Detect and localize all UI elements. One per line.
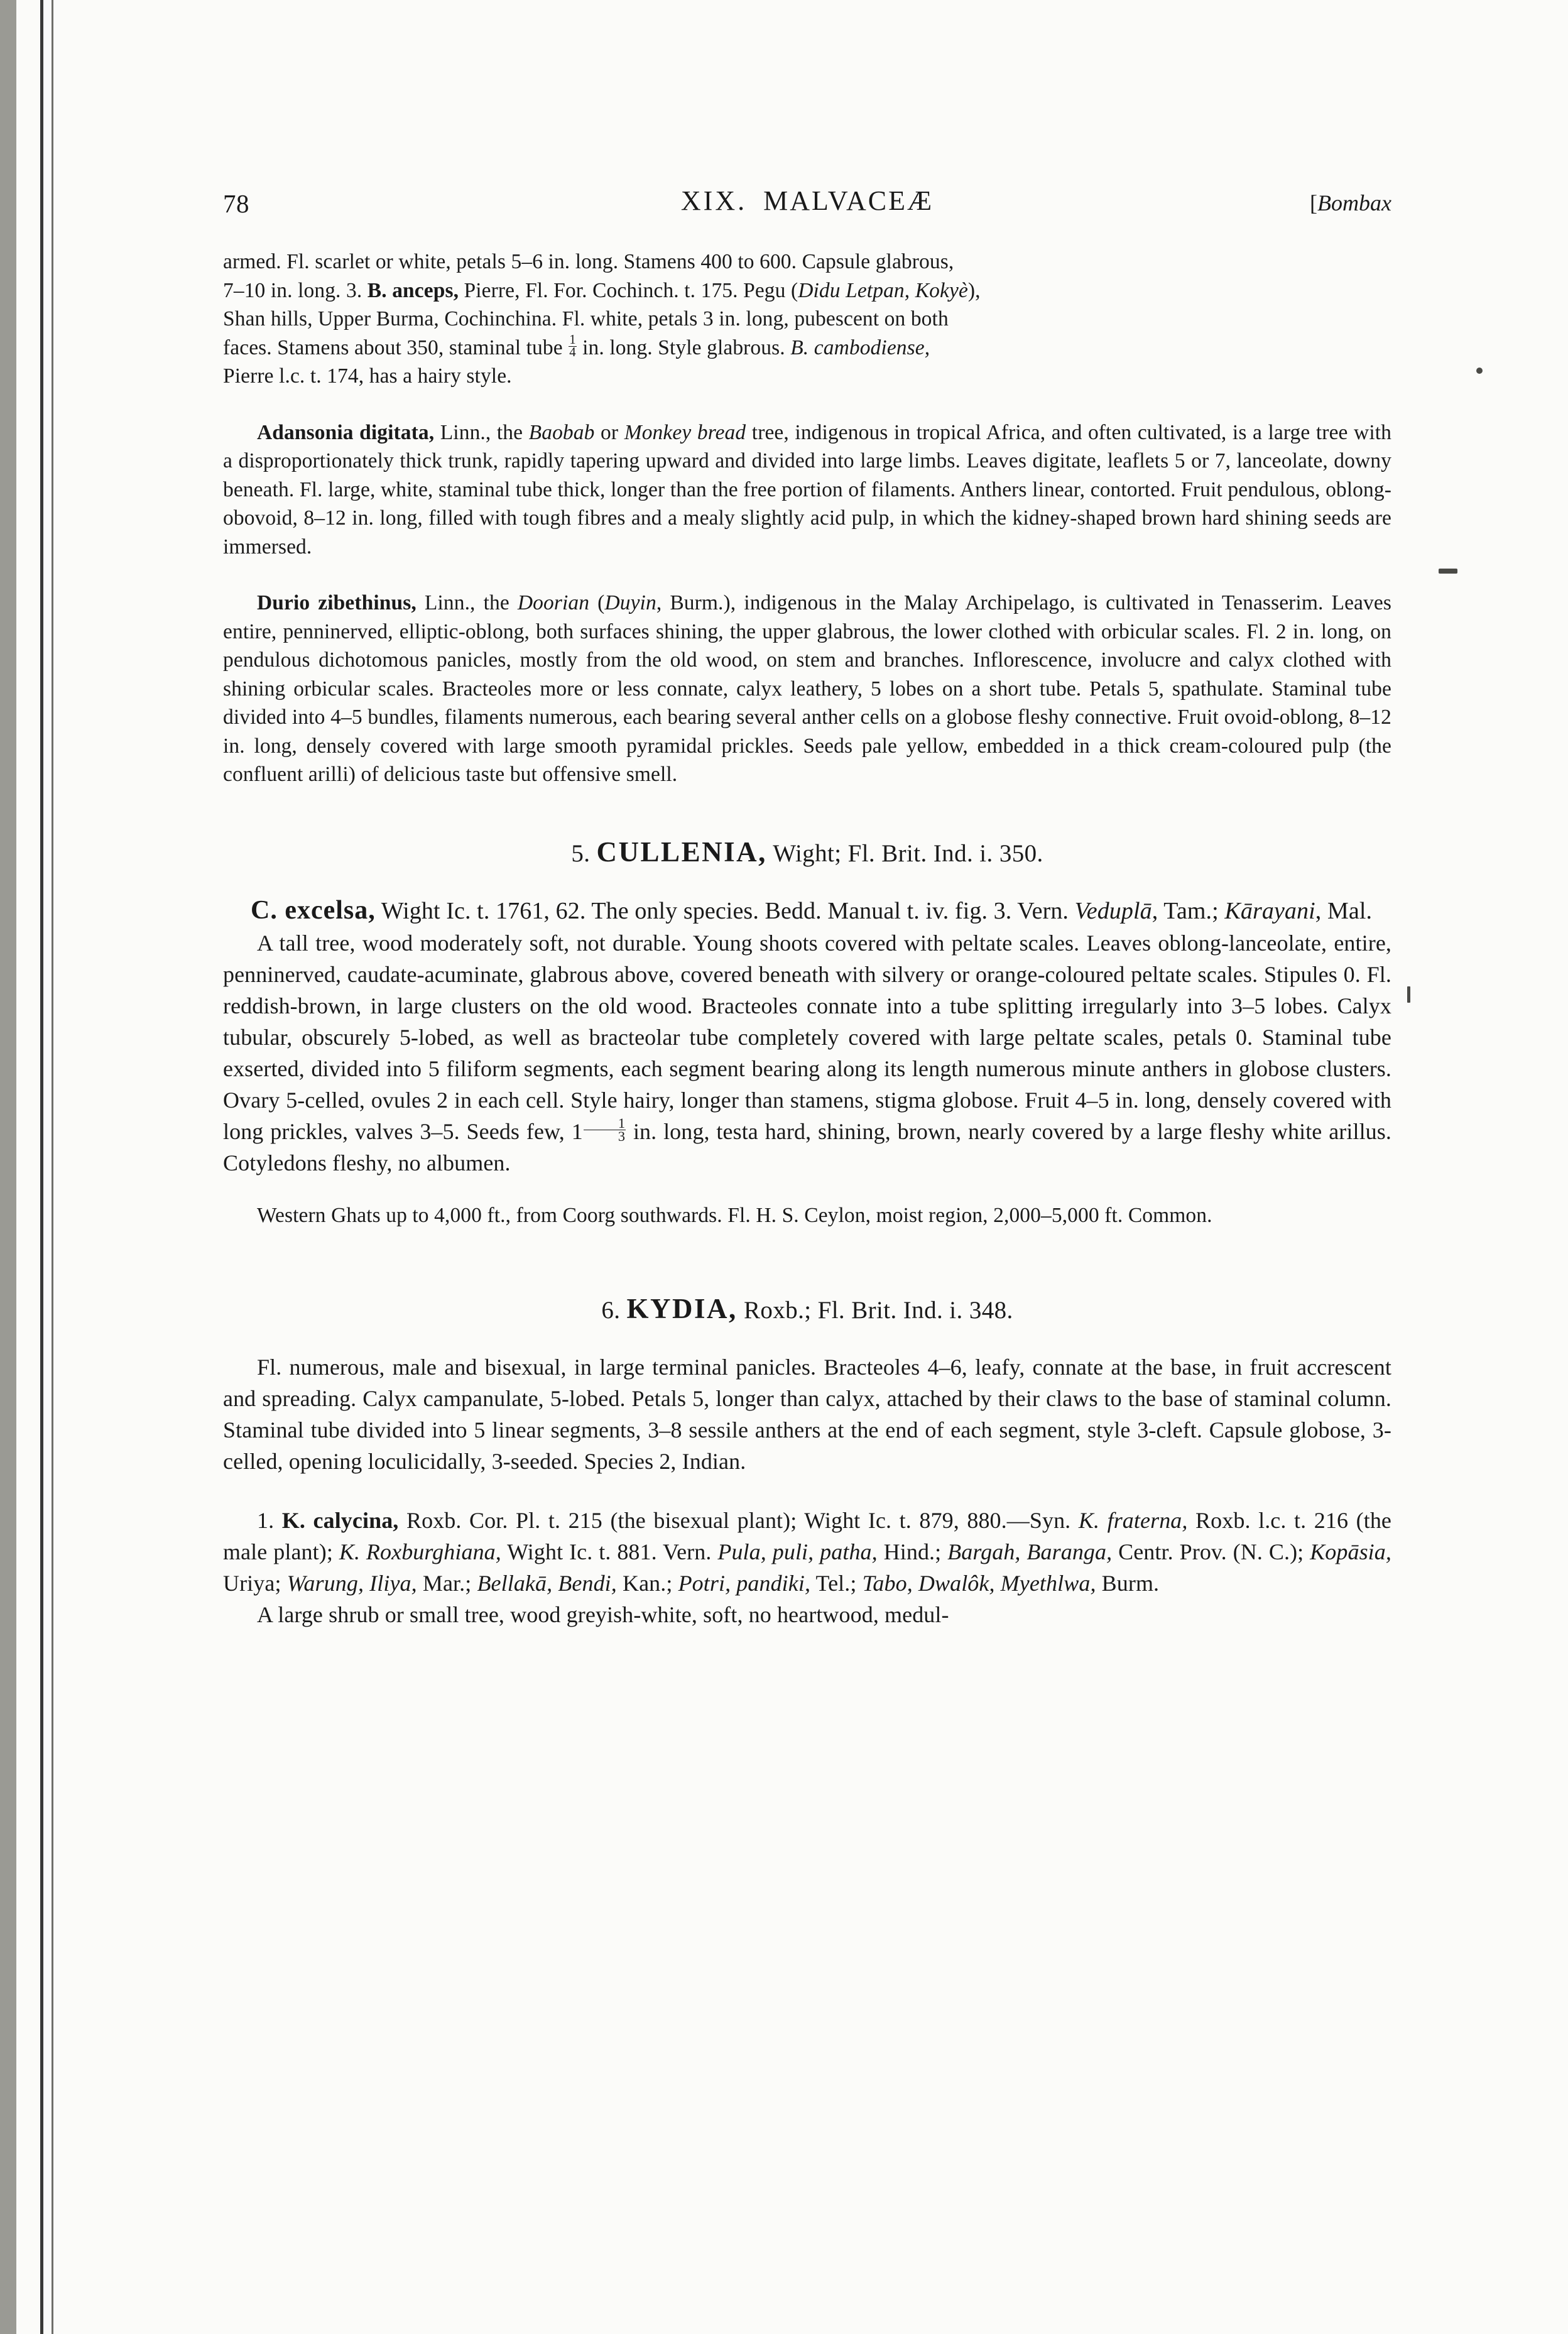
fraction-one-third bbox=[584, 1117, 626, 1143]
kydia-text-4: Hind.; bbox=[877, 1539, 948, 1564]
bombax-continued-paragraph bbox=[223, 248, 1391, 391]
bombax-line-4-pre: faces. Stamens about 350, staminal tube bbox=[223, 335, 569, 359]
bombax-line-1: armed. Fl. scarlet or white, petals 5–6 in. long. Stamens 400 to 600. Capsule glabrous, bbox=[223, 250, 954, 273]
adansonia-text-1: Linn., the bbox=[434, 420, 529, 444]
running-head-family: MALVACEÆ bbox=[763, 185, 934, 216]
kydia-text-3: Wight Ic. t. 881. Vern. bbox=[501, 1539, 718, 1564]
scan-speck bbox=[1476, 368, 1483, 374]
kydia-vernacular-hindi: Pula, puli, patha, bbox=[717, 1539, 878, 1564]
kydia-vernacular-cp: Bargah, Baranga, bbox=[947, 1539, 1113, 1564]
page-border-line-inner bbox=[52, 0, 53, 2334]
page-border-line-outer bbox=[40, 0, 43, 2334]
durio-description: , Burm.), indigenous in the Malay Archipelago, is cultivated in Tenasserim. Leaves entire, penninerved, elliptic-oblong, both surfaces shining, the upper glabrous, the lower clothed with orbicular scales. Fl. 2 in. long, on pendulous dichotomous panicles, mostly from the old wood, on stem and branches. Inflorescence, involucre and calyx clothed with shining orbicular scales. Bracteoles more or less connate, calyx leathery, 5 lobes on a short tube. Petals 5, spathulate. Staminal tube divided into 4–5 bundles, filaments numerous, each bearing several anther cells on a globose fleshy connective. Fruit ovoid-oblong, 8–12 in. long, densely covered with large smooth pyramidal prickles. Seeds pale yellow, embedded in a thick cream-coloured pulp (the confluent arilli) of delicious taste but offensive smell. bbox=[223, 591, 1391, 786]
cullenia-species-heading bbox=[223, 895, 1391, 927]
genus-name-kydia: KYDIA, bbox=[626, 1293, 738, 1324]
running-head-genus bbox=[1310, 190, 1391, 216]
durio-paragraph bbox=[223, 589, 1391, 789]
cullenia-vernacular-malayalam: Kārayani bbox=[1224, 897, 1315, 924]
kydia-text-5: Centr. Prov. (N. C.); bbox=[1112, 1539, 1310, 1564]
bombax-line-2-tail: ), bbox=[967, 278, 981, 302]
durio-common-name-1: Doorian bbox=[517, 591, 590, 614]
adansonia-description: tree, indigenous in tropical Africa, and often cultivated, is a large tree with a disproportionately thick trunk, rapidly tapering upward and divided into large limbs. Leaves digitate, leaflets 5 or 7, lanceolate, downy beneath. Fl. large, white, staminal tube thick, longer than the free portion of filaments. Anthers linear, contorted. Fruit pendulous, oblong-obovoid, 8–12 in. long, filled with tough fibres and a mealy slightly acid pulp, in which the kidney-shaped brown hard shining seeds are immersed. bbox=[223, 420, 1391, 559]
cullenia-vernacular-tamil-tail: , Tam.; bbox=[1152, 897, 1225, 924]
kydia-calycina-paragraph bbox=[223, 1505, 1391, 1599]
kydia-calycina-description-paragraph bbox=[223, 1599, 1391, 1630]
kydia-species-number: 1. bbox=[257, 1508, 275, 1533]
bombax-line-3: Shan hills, Upper Burma, Cochinchina. Fl. white, petals 3 in. long, pubescent on both bbox=[223, 307, 949, 330]
running-head-number: XIX. bbox=[680, 185, 748, 216]
genus-heading-kydia bbox=[223, 1292, 1391, 1325]
page-header bbox=[223, 182, 1391, 229]
adansonia-text-2: or bbox=[594, 420, 624, 444]
durio-text-1: Linn., the bbox=[416, 591, 518, 614]
kydia-synonym-2: K. Roxburghiana, bbox=[339, 1539, 501, 1564]
kydia-vernacular-telugu: Potri, pandiki, bbox=[678, 1571, 811, 1596]
scan-mark bbox=[1439, 569, 1457, 574]
kydia-description: Fl. numerous, male and bisexual, in large terminal panicles. Bracteoles 4–6, leafy, connate at the base, in fruit accrescent and spreading. Calyx campanulate, 5-lobed. Petals 5, longer than calyx, attached by their claws to the base of staminal column. Staminal tube divided into 5 linear segments, 3–8 sessile anthers at the end of each segment, style 3-cleft. Capsule globose, 3-celled, opening loculicidally, 3-seeded. Species 2, Indian. bbox=[223, 1355, 1391, 1474]
kydia-text-9: Tel.; bbox=[810, 1571, 863, 1596]
kydia-text-1: Roxb. Cor. Pl. t. 215 (the bisexual plant); Wight Ic. t. 879, 880.—Syn. bbox=[398, 1508, 1079, 1533]
cullenia-description: A tall tree, wood moderately soft, not durable. Young shoots covered with peltate scales. Leaves oblong-lanceolate, entire, penninerved, caudate-acuminate, glabrous above, covered beneath with silvery or orange-coloured peltate scales. Stipules 0. Fl. reddish-brown, in large clusters on the old wood. Bracteoles connate into a tube splitting irregularly into 3–5 lobes. Calyx tubular, obscurely 5-lobed, as well as bracteolar tube completely covered with large peltate scales, petals 0. Staminal tube exserted, divided into 5 filiform segments, each segment bearing along its length numerous minute anthers in globose clusters. Ovary 5-celled, ovules 2 in each cell. Style hairy, longer than stamens, stigma globose. Fruit 4–5 in. long, densely covered with long prickles, valves 3–5. Seeds few, 1 bbox=[223, 930, 1391, 1144]
cullenia-vernacular-tamil: Veduplā bbox=[1074, 897, 1152, 924]
scan-tick-2 bbox=[1407, 986, 1410, 1003]
genus-number-5: 5. bbox=[571, 839, 591, 867]
genus-name-cullenia: CULLENIA, bbox=[596, 836, 767, 868]
bombax-cambodiense-name: B. cambodiense, bbox=[790, 335, 930, 359]
kydia-vernacular-burmese: Tabo, Dwalôk, Myethlwa, bbox=[862, 1571, 1096, 1596]
bombax-line-5: Pierre l.c. t. 174, has a hairy style. bbox=[223, 364, 512, 388]
bracket-glyph: [ bbox=[1310, 190, 1318, 215]
cullenia-species-name: C. excelsa, bbox=[251, 895, 376, 925]
adansonia-common-name-1: Baobab bbox=[528, 420, 595, 444]
cullenia-description-paragraph bbox=[223, 927, 1391, 1179]
fraction-quarter bbox=[569, 334, 576, 358]
kydia-vernacular-kannada: Bellakā, Bendi, bbox=[477, 1571, 617, 1596]
bombax-vernacular: Didu Letpan, Kokyè bbox=[798, 278, 968, 302]
fraction-numerator: 1 bbox=[569, 332, 576, 347]
fraction-denominator: 3 bbox=[618, 1128, 626, 1144]
cullenia-description-tail: in. long, testa hard, shining, brown, nearly covered by a large fleshy white arillus. Cotyledons fleshy, no albumen. bbox=[223, 1118, 1391, 1175]
genus-heading-cullenia bbox=[223, 836, 1391, 868]
adansonia-common-name-2: Monkey bread bbox=[624, 420, 746, 444]
bombax-line-2-pre: 7–10 in. long. 3. bbox=[223, 278, 368, 302]
bombax-line-4-mid: in. long. Style glabrous. bbox=[577, 335, 791, 359]
kydia-synonym-1: K. fraterna, bbox=[1078, 1508, 1188, 1533]
genus-authority-kydia: Roxb.; Fl. Brit. Ind. i. 348. bbox=[743, 1297, 1013, 1324]
kydia-text-8: Kan.; bbox=[616, 1571, 678, 1596]
page-content bbox=[223, 182, 1391, 1630]
durio-common-name-2: Duyin bbox=[604, 591, 656, 614]
kydia-calycina-description: A large shrub or small tree, wood greyish-white, soft, no heartwood, medul- bbox=[257, 1602, 949, 1627]
adansonia-species-name: Adansonia digitata, bbox=[257, 420, 435, 444]
kydia-calycina-name: K. calycina, bbox=[281, 1508, 399, 1533]
bombax-anceps-name: B. anceps, bbox=[367, 278, 459, 302]
kydia-text-10: Burm. bbox=[1096, 1571, 1160, 1596]
kydia-text-6: Uriya; bbox=[223, 1571, 287, 1596]
bombax-line-2-post: Pierre, Fl. For. Cochinch. t. 175. Pegu ( bbox=[459, 278, 798, 302]
cullenia-vernacular-malayalam-tail: , Mal. bbox=[1315, 897, 1373, 924]
running-genus-name: Bombax bbox=[1317, 190, 1391, 215]
kydia-text-2: Roxb. l.c. t. 216 (the male plant); bbox=[223, 1508, 1392, 1564]
kydia-vernacular-uriya: Kopāsia, bbox=[1310, 1539, 1391, 1564]
kydia-text-7: Mar.; bbox=[416, 1571, 477, 1596]
fraction-numerator: 1 bbox=[584, 1117, 626, 1130]
genus-number-6: 6. bbox=[601, 1297, 621, 1324]
cullenia-distribution-paragraph bbox=[223, 1201, 1391, 1230]
fraction-denominator: 4 bbox=[569, 344, 576, 359]
durio-text-2: ( bbox=[589, 591, 605, 614]
cullenia-species-citation: Wight Ic. t. 1761, 62. The only species. Bedd. Manual t. iv. fig. 3. Vern. bbox=[375, 897, 1075, 924]
adansonia-paragraph bbox=[223, 418, 1391, 562]
durio-species-name: Durio zibethinus, bbox=[257, 591, 416, 614]
genus-authority-cullenia: Wight; Fl. Brit. Ind. i. 350. bbox=[773, 839, 1043, 867]
kydia-vernacular-marathi: Warung, Iliya, bbox=[286, 1571, 417, 1596]
folio-number: 78 bbox=[223, 189, 249, 218]
running-head-title bbox=[223, 185, 1391, 217]
kydia-description-paragraph bbox=[223, 1351, 1391, 1477]
page-gutter-shadow bbox=[0, 0, 16, 2334]
cullenia-distribution: Western Ghats up to 4,000 ft., from Coorg southwards. Fl. H. S. Ceylon, moist region, 2,000–5,000 ft. Common. bbox=[257, 1203, 1212, 1227]
